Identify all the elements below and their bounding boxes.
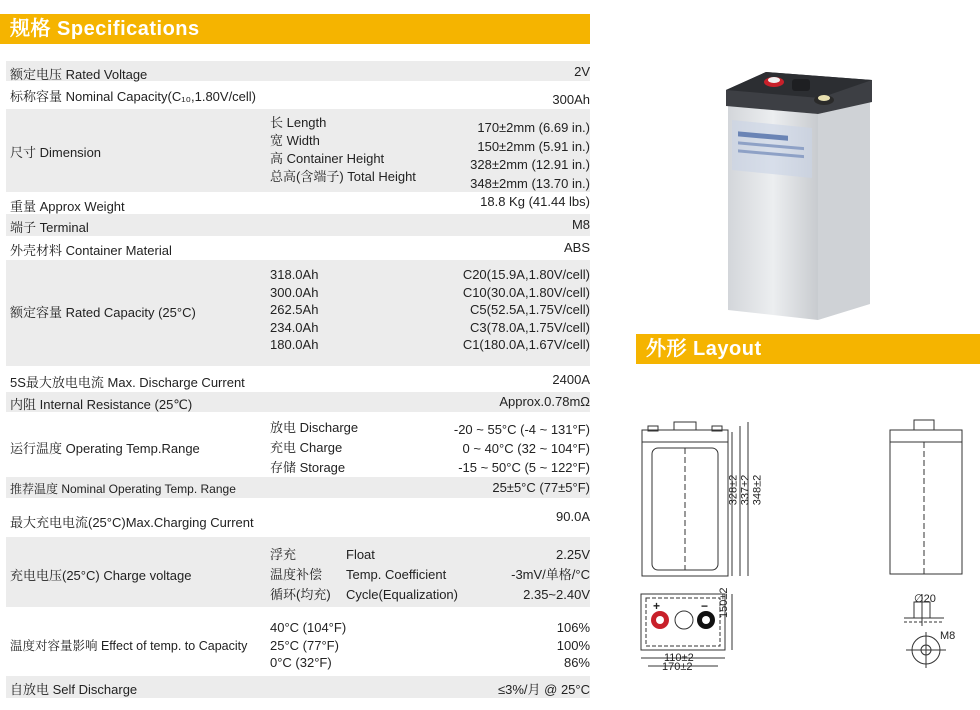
row-operating-temp [6, 414, 590, 476]
dimension-value: 328±2mm (12.91 in.) [470, 157, 590, 172]
specifications-header: 规格 Specifications [0, 14, 590, 44]
temp-effect-label: 温度对容量影响 Effect of temp. to Capacity [10, 639, 248, 653]
operating-temp-value: -20 ~ 55°C (-4 ~ 131°F) [453, 422, 590, 437]
charge-voltage-value: -3mV/单格/°C [511, 567, 590, 582]
charge-mode-cn: 循环(均充) [270, 587, 331, 602]
row-charge-voltage [6, 537, 590, 607]
charge-voltage-label: 充电电压(25°C) Charge voltage [10, 568, 192, 583]
capacity-ah: 180.0Ah [270, 337, 319, 352]
nominal-temp-value: 25±5°C (77±5°F) [492, 480, 590, 495]
row-rated-voltage [6, 61, 590, 81]
nominal-capacity-value: 300Ah [552, 92, 590, 107]
container-material-label: 外壳材料 Container Material [10, 243, 172, 258]
row-self-discharge [6, 676, 590, 698]
dimension-value: 170±2mm (6.69 in.) [477, 120, 590, 135]
dim-170: 170±2 [662, 661, 693, 673]
charge-voltage-values [511, 545, 590, 605]
charge-voltage-value: 2.35~2.40V [523, 587, 590, 602]
temp-effect-names [270, 619, 346, 672]
nominal-capacity-label: 标称容量 Nominal Capacity(C₁₀,1.80V/cell) [10, 89, 257, 104]
row-max-discharge [6, 369, 590, 391]
charge-voltage-en [346, 545, 458, 605]
operating-temp-values [454, 420, 590, 477]
charge-mode-cn: 温度补偿 [270, 567, 323, 582]
rated-capacity-label: 额定容量 Rated Capacity (25°C) [10, 305, 196, 320]
dimension-names [270, 113, 416, 187]
row-weight [6, 193, 590, 213]
operating-temp-names [270, 418, 358, 478]
operating-temp-value: 0 ~ 40°C (32 ~ 104°F) [462, 441, 590, 456]
dimension-value: 348±2mm (13.70 in.) [470, 175, 590, 191]
dim-328: 328±2 [727, 474, 740, 506]
self-discharge-label: 自放电 Self Discharge [10, 682, 138, 697]
dimension-values [470, 119, 590, 193]
dimension-name: 宽 Width [270, 133, 320, 148]
dim-348: 348±2 [751, 474, 764, 506]
weight-value: 18.8 Kg (41.44 lbs) [480, 194, 590, 209]
capacity-rate: C1(180.0A,1.67V/cell) [462, 337, 590, 352]
temp-effect-name: 40°C (104°F) [270, 620, 347, 635]
dimension-value: 150±2mm (5.91 in.) [477, 138, 590, 154]
row-nominal-temp [6, 477, 590, 498]
row-internal-resistance [6, 392, 590, 412]
dimension-name: 长 Length [270, 115, 327, 130]
operating-temp-value: -15 ~ 50°C (5 ~ 122°F) [458, 460, 590, 475]
dim-m8: M8 [940, 630, 956, 642]
internal-resistance-value: Approx.0.78mΩ [499, 394, 590, 409]
temp-effect-value: 106% [556, 620, 590, 635]
charge-mode-cn: 浮充 [270, 547, 297, 562]
row-temp-effect [6, 614, 590, 674]
capacity-ah: 300.0Ah [270, 284, 319, 300]
row-max-charging [6, 505, 590, 531]
nominal-temp-label: 推荐温度 Nominal Operating Temp. Range [10, 482, 236, 496]
dim-20: ∅20 [914, 593, 936, 605]
dim-337: 337±2 [739, 474, 752, 506]
capacity-rate: C3(78.0A,1.75V/cell) [470, 319, 590, 335]
temp-effect-name: 0°C (32°F) [270, 655, 332, 670]
charge-voltage-cn [270, 545, 331, 605]
row-nominal-capacity [6, 83, 590, 107]
max-charging-value: 90.0A [556, 509, 590, 524]
terminal-label: 端子 Terminal [10, 220, 89, 235]
charge-voltage-value: 2.25V [556, 547, 590, 562]
layout-header: 外形 Layout [636, 334, 980, 364]
rated-capacity-ah-list [270, 266, 318, 354]
dimension-label: 尺寸 Dimension [10, 145, 102, 160]
battery-image [722, 68, 874, 326]
minus-sign: − [701, 599, 709, 613]
charge-mode-en: Cycle(Equalization) [346, 587, 458, 602]
temp-effect-value: 86% [563, 655, 590, 670]
row-rated-capacity [6, 260, 590, 366]
plus-sign: + [653, 599, 661, 613]
charge-mode-en: Float [346, 547, 375, 562]
temp-effect-name: 25°C (77°F) [270, 637, 339, 653]
max-discharge-label: 5S最大放电电流 Max. Discharge Current [10, 375, 245, 390]
container-material-value: ABS [563, 240, 590, 255]
capacity-ah: 234.0Ah [270, 319, 319, 335]
row-terminal [6, 214, 590, 236]
capacity-ah: 262.5Ah [270, 302, 319, 317]
charge-mode-en: Temp. Coefficient [346, 567, 447, 582]
capacity-rate: C10(30.0A,1.80V/cell) [462, 284, 590, 300]
operating-temp-name: 充电 Charge [270, 440, 343, 455]
row-dimension [6, 109, 590, 192]
self-discharge-value: ≤3%/月 @ 25°C [497, 682, 590, 697]
terminal-value: M8 [571, 217, 590, 232]
max-discharge-value: 2400A [552, 372, 590, 387]
dimension-name: 总高(含端子) Total Height [270, 169, 416, 184]
rated-voltage-value: 2V [574, 64, 590, 79]
internal-resistance-label: 内阻 Internal Resistance (25℃) [10, 397, 193, 412]
rated-capacity-rate-list [463, 266, 590, 354]
dimension-name: 高 Container Height [270, 151, 385, 166]
height-dims [722, 472, 766, 512]
dim-150: 150±2 [718, 587, 730, 618]
temp-effect-values [557, 619, 590, 672]
operating-temp-label: 运行温度 Operating Temp.Range [10, 441, 200, 456]
weight-label: 重量 Approx Weight [10, 199, 125, 214]
capacity-rate: C20(15.9A,1.80V/cell) [462, 267, 590, 282]
operating-temp-name: 存储 Storage [270, 460, 346, 475]
dim-110: 110±2 [664, 652, 694, 664]
capacity-ah: 318.0Ah [270, 267, 319, 282]
rated-voltage-label: 额定电压 Rated Voltage [10, 67, 148, 82]
row-container-material [6, 237, 590, 259]
side-view-drawing [888, 416, 964, 576]
capacity-rate: C5(52.5A,1.75V/cell) [470, 302, 590, 317]
max-charging-label: 最大充电电流(25°C)Max.Charging Current [10, 515, 254, 530]
temp-effect-value: 100% [556, 637, 590, 653]
operating-temp-name: 放电 Discharge [270, 420, 359, 435]
